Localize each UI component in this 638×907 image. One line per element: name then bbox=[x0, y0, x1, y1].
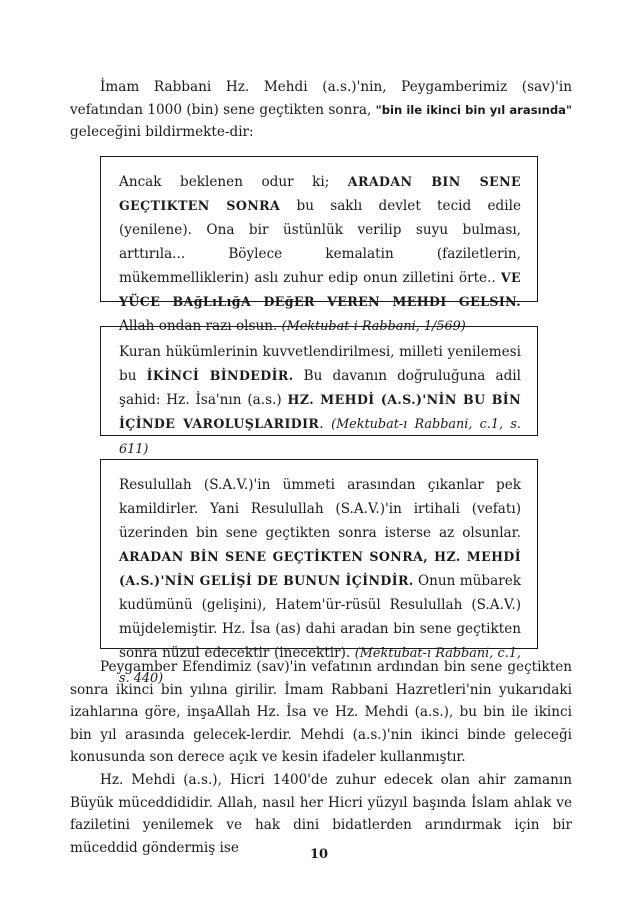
intro-paragraph bbox=[70, 76, 572, 144]
body-paragraph-1: Peygamber Efendimiz (sav)'in vefatının ardından bin sene geçtikten sonra ikinci bin yılına girilir. İmam Rabbani Hazretleri'nin yukarıdaki izahlarına göre, inşaAllah Hz. İsa ve Hz. Mehdi (a.s.), bu bin ile ikinci bin yıl arasında gelecek-lerdir. Mehdi (a.s.)'nin ikinci binde geleceği konusunda son derece açık ve kesin ifadeler kullanmıştır. bbox=[70, 659, 572, 766]
quote-2-emphasis-2: HZ. MEHDİ (A.S.)'NİN BU BİN İÇİNDE VAROLUŞLARIDIR bbox=[119, 392, 522, 431]
intro-text: İmam Rabbani Hz. Mehdi (a.s.)'nin, Peygamberimiz (sav)'in vefatından 1000 (bin) sene geçtikten sonra, bbox=[70, 79, 572, 118]
page-number: 10 bbox=[309, 847, 329, 862]
quote-2-source: (Mektubat-ı Rabbani, c.1, s. 611) bbox=[119, 417, 521, 457]
quote-3-emphasis: ARADAN BİN SENE GEÇTİKTEN SONRA, HZ. MEHDİ (A.S.)'NİN GELİŞİ DE BUNUN İÇİNDİR. bbox=[119, 549, 521, 588]
quote-3-source: (Mektubat-ı Rabbani, c.1, s. 440) bbox=[119, 646, 521, 686]
quote-2-emphasis: İKİNCİ BİNDEDİR. bbox=[146, 368, 294, 383]
quote-1-emphasis: ARADAN BIN SENE GEÇTIKTEN SONRA bbox=[119, 174, 521, 213]
intro-text-end: geleceğini bildirmekte-dir: bbox=[70, 124, 254, 141]
quote-box-2 bbox=[100, 326, 538, 457]
quote-1-emphasis-2: VE YÜCE BAğLıLığA DEğER VEREN MEHDI GELSIN. bbox=[119, 270, 521, 309]
body-paragraph-2: Hz. Mehdi (a.s.), Hicri 1400'de zuhur edecek olan ahir zamanın Büyük müceddididir. Allah, nasıl her Hicri yüzyıl başında İslam ahlak ve faziletini yenilemek ve hak dini bidatlerden arındırmak için bir müceddid göndermiş ise bbox=[70, 772, 572, 856]
quote-box-3 bbox=[100, 459, 538, 686]
intro-bold-quote: "bin ile ikinci bin yıl arasında" bbox=[375, 102, 572, 117]
quote-1-text: Ancak beklenen odur ki; ARADAN BIN SENE GEÇTIKTEN SONRA bu saklı devlet tecid edile (yenilene). Ona bir üstünlük verilip suyu bulması, arttırıla... Böylece kemalatin (faziletlerin, mükemmelliklerin) aslı zuhur edip onun zilletini örte.. VE YÜCE BAğLıLığA DEğER VEREN MEHDI GELSIN. Allah ondan razı olsun. (Mektubat-i Rabbani, 1/569) bbox=[119, 174, 521, 334]
quote-2-text: Kuran hükümlerinin kuvvetlendirilmesi, milleti yenilemesi bu İKİNCİ BİNDEDİR. Bu davanın doğruluğuna adil şahid: Hz. İsa'nın (a.s.) HZ. MEHDİ (A.S.)'NİN BU BİN İÇİNDE VAROLUŞLARIDIR. (Mektubat-ı Rabbani, c.1, s. 611) bbox=[119, 344, 522, 457]
quote-1-source: (Mektubat-i Rabbani, 1/569) bbox=[281, 319, 466, 334]
quote-box-1 bbox=[100, 156, 538, 334]
quote-3-text: Resulullah (S.A.V.)'in ümmeti arasından çıkanlar pek kamildirler. Yani Resulullah (S.A.V.)'in irtihali (vefatı) üzerinden bin sene geçtikten sonra isterse az olsunlar. ARADAN BİN SENE GEÇTİKTEN SONRA, HZ. MEHDİ (A.S.)'NİN GELİŞİ DE BUNUN İÇİNDİR. Onun mübarek kudümünü (gelişini), Hatem'ür-rüsül Resulullah (S.A.V.) müjdelemiştir. Hz. İsa (as) dahi aradan bin sene geçtikten sonra nüzul edecektir (inecektir). (Mektubat-ı Rabbani, c.1, s. 440) bbox=[119, 477, 521, 686]
